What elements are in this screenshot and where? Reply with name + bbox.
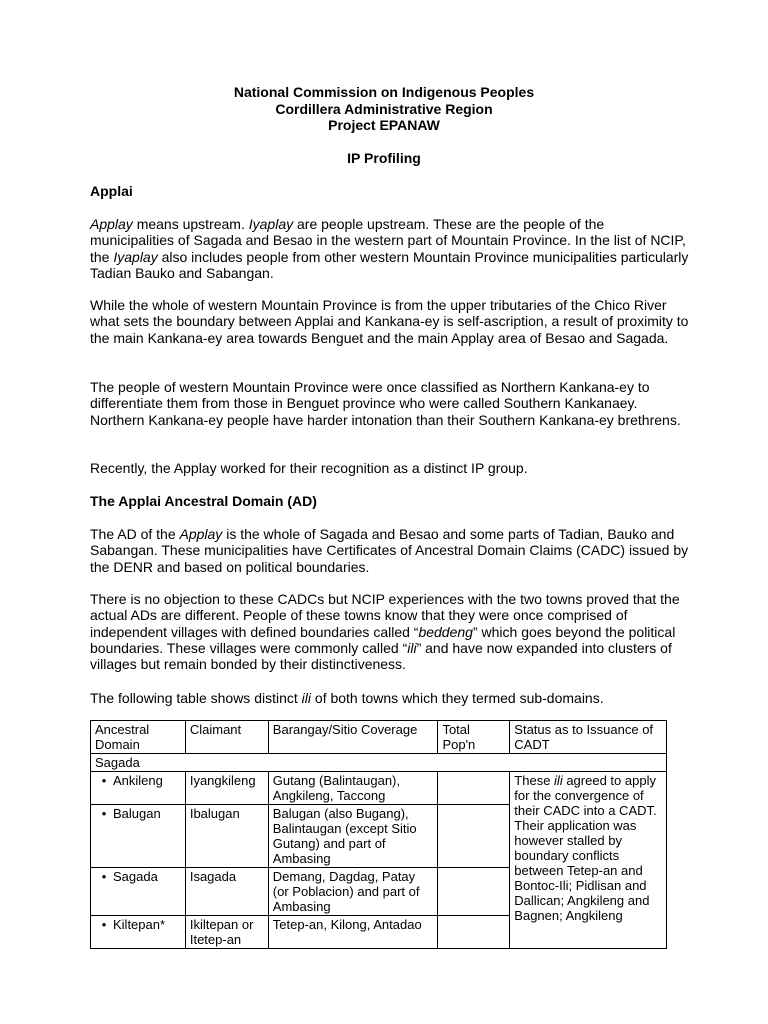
text-run: are people upstream. These are the people of the municipalities of Sagada and Besao in the western part of Mountain Province. In the list of NCIP, the <box>90 216 686 265</box>
term-iyaplay: Iyaplay <box>113 248 158 265</box>
bullet-icon: • <box>101 806 107 821</box>
population-cell <box>438 916 510 949</box>
coverage-cell: Balugan (also Bugang), Balintaugan (except Sitio Gutang) and part of Ambasing <box>268 805 438 868</box>
paragraph-cadc-objection <box>90 591 690 672</box>
paragraph-text: While the whole of western Mountain Province is from the upper tributaries of the Chico River what sets the boundary between Applai and Kankana-ey is self-ascription, a result of proximity to the main Kankana-ey area towards Benguet and the main Applay area of Besao and Sagada. <box>90 297 689 346</box>
section-heading-ancestral-domain: The Applai Ancestral Domain (AD) <box>90 493 317 509</box>
bullet-icon: • <box>101 773 107 788</box>
paragraph-boundary <box>90 297 690 346</box>
text-run: also includes people from other western Mountain Province municipalities particularly Tadian Bauko and Sabangan. <box>90 248 689 281</box>
term-iyaplay: Iyaplay <box>248 216 294 232</box>
header-organization: National Commission on Indigenous Peoples <box>233 84 535 100</box>
term-applay: Applay <box>90 216 133 232</box>
header-ancestral-domain: Ancestral Domain <box>91 721 186 754</box>
domain-name: Kiltepan* <box>113 917 166 932</box>
term-ili: ili <box>301 690 312 706</box>
text-run: ” and have now expanded into clusters of villages but remain bonded by their distinctiveness. <box>90 639 672 673</box>
text-run: These <box>514 773 555 788</box>
table-header-row <box>91 721 667 754</box>
paragraph-classification <box>90 379 690 428</box>
bullet-icon: • <box>101 869 107 884</box>
header-project: Project EPANAW <box>328 117 440 133</box>
coverage-cell: Gutang (Balintaugan), Angkileng, Taccong <box>268 772 438 805</box>
domain-cell <box>91 805 186 868</box>
paragraph-text: Recently, the Applay worked for their recognition as a distinct IP group. <box>90 460 528 476</box>
header-coverage: Barangay/Sitio Coverage <box>268 721 438 754</box>
text-run: ” which goes beyond the political boundaries. These villages were commonly called “ <box>90 623 676 656</box>
term-beddeng: beddeng <box>418 623 473 640</box>
sub-domain-table <box>90 720 667 949</box>
paragraph-text: The people of western Mountain Province were once classified as Northern Kankana-ey to differentiate them from those in Benguet province who were called Southern Kankanaey. Northern Kankana-ey people have harder intonation than their Southern Kankana-ey brethrens. <box>90 379 681 428</box>
term-ili: ili <box>554 773 563 788</box>
text-run: The following table shows distinct <box>90 690 302 706</box>
document-header <box>0 84 768 134</box>
text-run: of both towns which they termed sub-domains. <box>311 690 604 706</box>
table-row <box>91 772 667 805</box>
claimant-cell: Isagada <box>185 868 268 916</box>
coverage-cell: Demang, Dagdag, Patay (or Poblacion) and part of Ambasing <box>268 868 438 916</box>
claimant-cell: Ibalugan <box>185 805 268 868</box>
bullet-icon: • <box>101 917 107 932</box>
table-group-row <box>91 754 667 772</box>
status-cell <box>510 772 667 949</box>
text-run: There is no objection to these CADCs but NCIP experiences with the two towns proved that the actual ADs are different. People of these towns know that they were once comprised of independent villages with defined boundaries called “ <box>90 591 680 640</box>
population-cell <box>438 805 510 868</box>
header-claimant: Claimant <box>185 721 268 754</box>
domain-name: Ankileng <box>113 773 163 788</box>
group-sagada: Sagada <box>91 754 667 772</box>
population-cell <box>438 868 510 916</box>
text-run: is the whole of Sagada and Besao and some parts of Tadian, Bauko and Sabangan. These municipalities have Certificates of Ancestral Domain Claims (CADC) issued by the DENR and based on political boundaries. <box>90 526 689 575</box>
domain-cell <box>91 868 186 916</box>
text-run: The AD of the <box>90 526 180 542</box>
domain-cell <box>91 916 186 949</box>
header-population: Total Pop'n <box>438 721 510 754</box>
paragraph-ad-extent <box>90 526 690 575</box>
header-status: Status as to Issuance of CADT <box>510 721 667 754</box>
text-run: means upstream. <box>132 216 249 232</box>
paragraph-recognition <box>90 460 690 476</box>
paragraph-table-intro <box>90 690 690 706</box>
term-applay: Applay <box>179 526 223 542</box>
paragraph-applay-meaning <box>90 216 690 281</box>
population-cell <box>438 772 510 805</box>
text-run: agreed to apply for the convergence of their CADC into a CADT. Their application was however stalled by boundary conflicts between Tetep-an and Bontoc-Ili; Pidlisan and Dallican; Angkileng and Bagnen; Angkileng <box>514 773 657 923</box>
domain-cell <box>91 772 186 805</box>
domain-name: Balugan <box>113 806 161 821</box>
section-heading-applai: Applai <box>90 183 133 199</box>
domain-name: Sagada <box>113 869 158 884</box>
document-subtitle: IP Profiling <box>347 150 421 166</box>
claimant-cell: Iyangkileng <box>185 772 268 805</box>
claimant-cell: Ikiltepan or Itetep-an <box>185 916 268 949</box>
term-ili: ili <box>407 639 417 656</box>
header-region: Cordillera Administrative Region <box>275 100 493 117</box>
coverage-cell: Tetep-an, Kilong, Antadao <box>268 916 438 949</box>
